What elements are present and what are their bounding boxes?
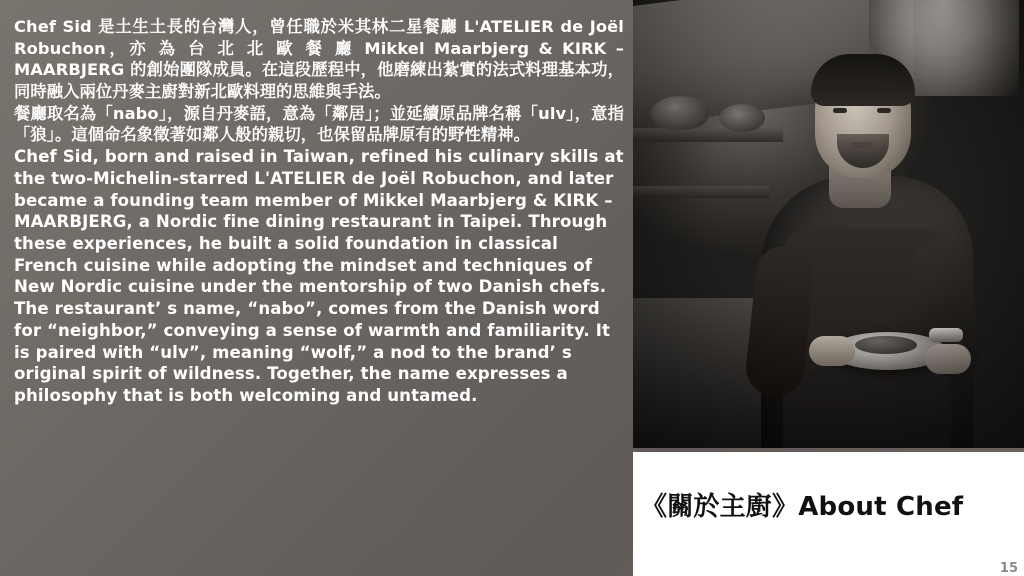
wristwatch xyxy=(929,328,963,342)
kitchen-shelf-lower xyxy=(633,186,769,198)
chef-left-hand xyxy=(809,336,855,366)
chef-mouth xyxy=(851,142,873,148)
paragraph-zh-2: 餐廳取名為「nabo」，源自丹麥語，意為「鄰居」；並延續原品牌名稱「ulv」，意指「狼」。這個命名象徵著如鄰人般的親切，也保留品牌原有的野性精神。 xyxy=(14,103,624,145)
paragraph-en-1: Chef Sid, born and raised in Taiwan, refined his culinary skills at the two-Michelin-starred L'ATELIER de Joël Robuchon, and later became a founding team member of Mikkel Maarbjerg & KIRK – MAARBJERG, a Nordic fine dining restaurant in Taipei. Through these experiences, he built a solid foundation in classical French cuisine while adopting the mindset and techniques of New Nordic cuisine under the mentorship of two Danish chefs. xyxy=(14,147,624,297)
chef-right-hand xyxy=(925,344,971,374)
chef-eye-right xyxy=(877,108,891,113)
paragraph-en-2: The restaurant’ s name, “nabo”, comes from the Danish word for “neighbor,” conveying a sense of warmth and familiarity. It is paired with “ulv”, meaning “wolf,” a nod to the brand’ s original spirit of wildness. Together, the name expresses a philosophy that is both welcoming and untamed. xyxy=(14,299,610,406)
hanging-pan-2 xyxy=(719,104,765,132)
chef-portrait-photo xyxy=(633,0,1024,448)
chef-eye-left xyxy=(833,108,847,113)
hanging-pan-1 xyxy=(651,96,709,130)
kitchen-shelf-upper xyxy=(633,128,783,142)
chef-description-text-column xyxy=(14,16,624,564)
chef-hair xyxy=(811,54,915,106)
page-number: 15 xyxy=(999,561,1018,576)
plated-dish xyxy=(855,336,917,354)
caption-title: 《關於主廚》About Chef xyxy=(641,492,964,522)
caption-panel xyxy=(633,452,1024,576)
paragraph-zh-1: Chef Sid 是土生土長的台灣人，曾任職於米其林二星餐廳 L'ATELIER de Joël Robuchon，亦 為 台 北 北 歐 餐 廳 Mikkel Maarbjerg & KIRK – MAARBJERG 的創始團隊成員。在這段歷程中，他磨練出紮實的法式料理基本功，同時融入兩位丹麥主廚對新北歐料理的思維與手法。 xyxy=(14,17,624,102)
